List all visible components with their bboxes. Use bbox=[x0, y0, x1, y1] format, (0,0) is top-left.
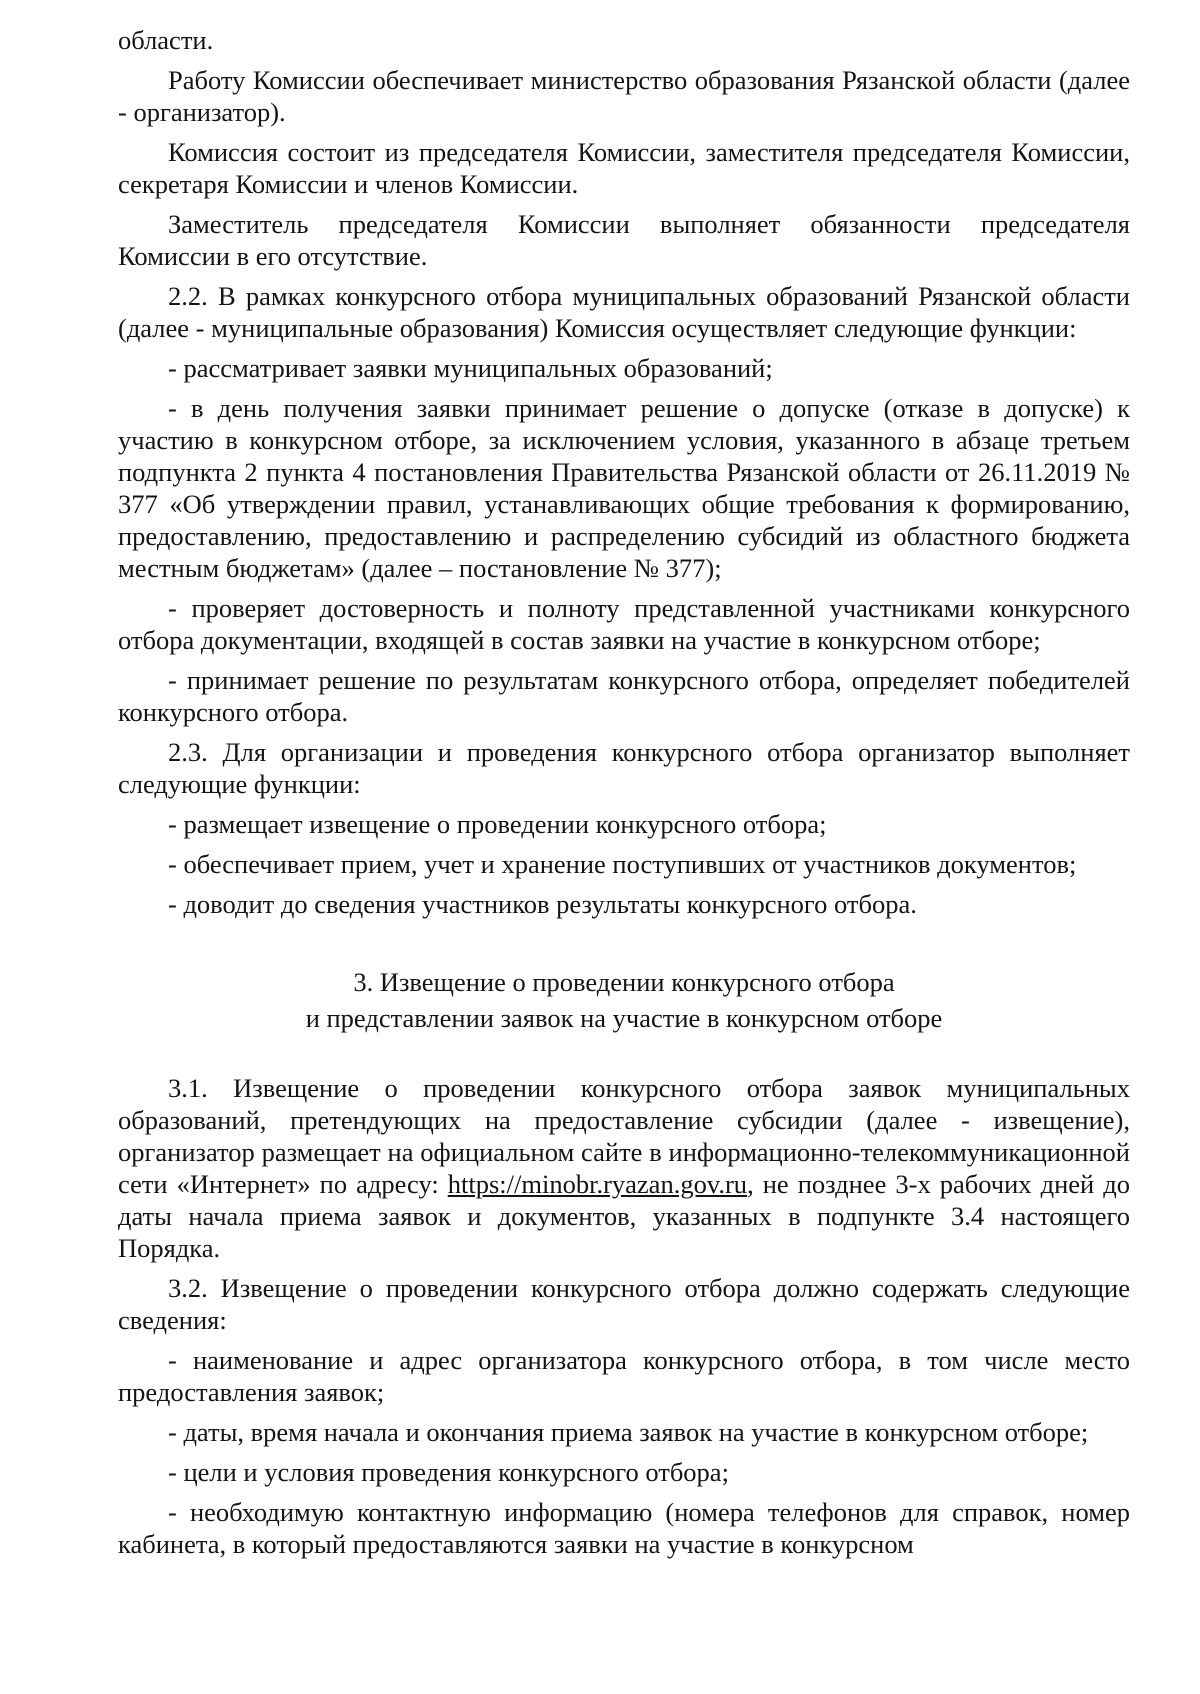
list-item: - необходимую контактную информацию (номера телефонов для справок, номер кабинета, в который предоставляются заявки на участие в конкурсном bbox=[118, 1497, 1130, 1559]
paragraph-3-1-text-start: 3.1. Извещение о проведении конкурсного отбора заявок муниципальных образований, претендующих на предоставление субсидии (далее - извещение), организатор размещает на официальном сайте в информационно-телекоммуникационной сети «Интернет» по адресу: bbox=[118, 1073, 1130, 1199]
paragraph-organizer: Работу Комиссии обеспечивает министерство образования Рязанской области (далее - организатор). bbox=[118, 65, 1130, 127]
list-item: - цели и условия проведения конкурсного отбора; bbox=[168, 1457, 729, 1487]
list-item: - наименование и адрес организатора конкурсного отбора, в том числе место предоставления заявок; bbox=[118, 1345, 1130, 1407]
list-item: - доводит до сведения участников результаты конкурсного отбора. bbox=[168, 889, 917, 919]
list-item: - размещает извещение о проведении конкурсного отбора; bbox=[168, 809, 827, 839]
list-item: - проверяет достоверность и полноту представленной участниками конкурсного отбора документации, входящей в состав заявки на участие в конкурсном отборе; bbox=[118, 593, 1130, 655]
paragraph-2-3: 2.3. Для организации и проведения конкурсного отбора организатор выполняет следующие функции: bbox=[118, 737, 1130, 799]
list-item: - даты, время начала и окончания приема заявок на участие в конкурсном отборе; bbox=[168, 1417, 1089, 1447]
paragraph-3-2: 3.2. Извещение о проведении конкурсного отбора должно содержать следующие сведения: bbox=[118, 1273, 1130, 1335]
website-link[interactable]: https://minobr.ryazan.gov.ru bbox=[447, 1169, 748, 1199]
paragraph-commission-composition: Комиссия состоит из председателя Комиссии, заместителя председателя Комиссии, секретаря Комиссии и членов Комиссии. bbox=[118, 137, 1130, 199]
paragraph-deputy-chairman: Заместитель председателя Комиссии выполняет обязанности председателя Комиссии в его отсутствие. bbox=[118, 209, 1130, 271]
list-item: - принимает решение по результатам конкурсного отбора, определяет победителей конкурсного отбора. bbox=[118, 665, 1130, 727]
section-heading bbox=[118, 964, 1130, 1036]
section-heading-line-2: и представлении заявок на участие в конкурсном отборе bbox=[305, 1003, 943, 1033]
paragraph-continuation: области. bbox=[118, 25, 214, 55]
list-item: - в день получения заявки принимает решение о допуске (отказе в допуске) к участию в конкурсном отборе, за исключением условия, указанного в абзаце третьем подпункта 2 пункта 4 постановления Правительства Рязанской области от 26.11.2019 № 377 «Об утверждении правил, устанавливающих общие требования к формированию, предоставлению, предоставлению и распределению субсидий из областного бюджета местным бюджетам» (далее – постановление № 377); bbox=[118, 393, 1130, 583]
paragraph-2-2: 2.2. В рамках конкурсного отбора муниципальных образований Рязанской области (далее - муниципальные образования) Комиссия осуществляет следующие функции: bbox=[118, 281, 1130, 343]
list-item: - обеспечивает прием, учет и хранение поступивших от участников документов; bbox=[168, 849, 1077, 879]
paragraph-3-1-text-end: , не позднее 3-х рабочих дней до даты начала приема заявок и документов, указанных в подпункте 3.4 настоящего Порядка. bbox=[118, 1169, 1130, 1263]
list-item: - рассматривает заявки муниципальных образований; bbox=[168, 353, 773, 383]
paragraph-3-1 bbox=[118, 1072, 1130, 1264]
section-heading-line-1: 3. Извещение о проведении конкурсного отбора bbox=[353, 967, 895, 997]
